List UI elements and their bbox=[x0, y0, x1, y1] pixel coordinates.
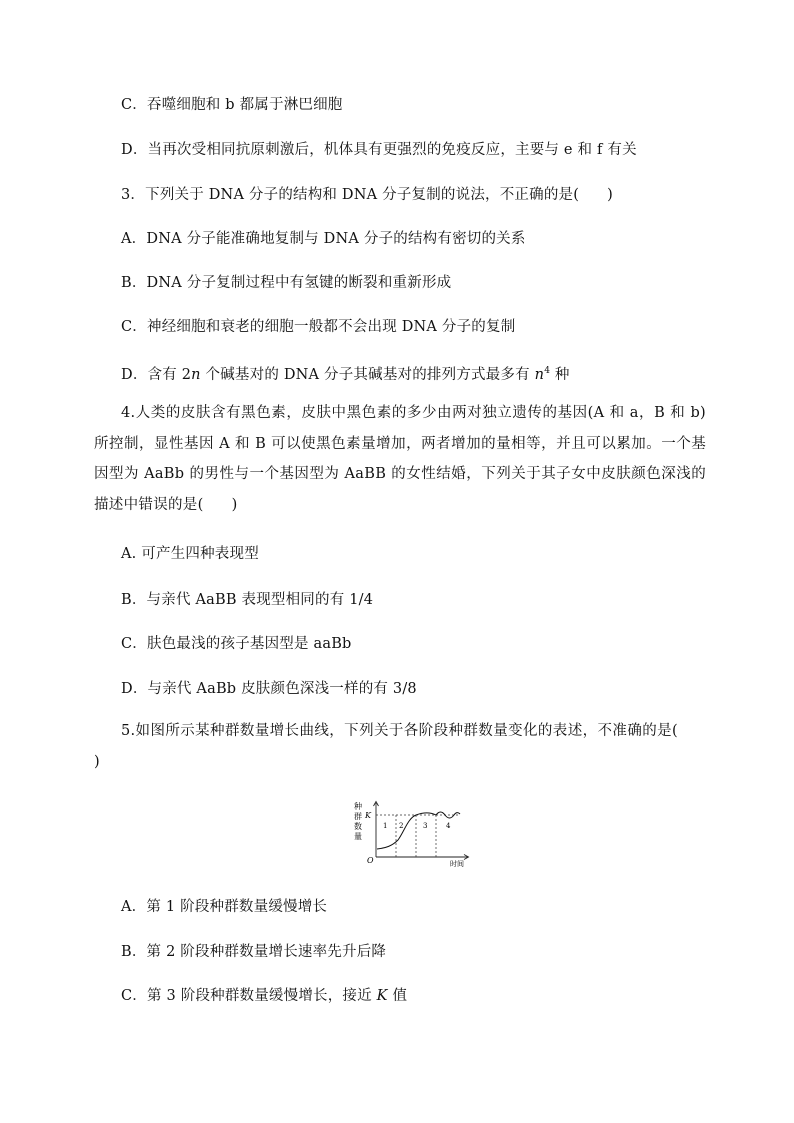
q4-option-d: D．与亲代 AaBb 皮肤颜色深浅一样的有 3/8 bbox=[121, 681, 417, 697]
q5-option-b: B．第 2 阶段种群数量增长速率先升后降 bbox=[121, 944, 387, 960]
q4-stem bbox=[94, 398, 706, 520]
q5c-part2: 值 bbox=[387, 988, 408, 1004]
y-axis-label bbox=[354, 801, 362, 841]
q2-option-c: C．吞噬细胞和 b 都属于淋巴细胞 bbox=[121, 97, 343, 113]
x-axis-label: 时间 bbox=[450, 860, 464, 868]
q3d-part2: 个碱基对的 DNA 分子其碱基对的排列方式最多有 bbox=[200, 366, 535, 383]
q3d-exponent: 4 bbox=[544, 366, 551, 376]
stage-label-3: 3 bbox=[423, 822, 428, 830]
q3-option-b: B．DNA 分子复制过程中有氢键的断裂和重新形成 bbox=[121, 275, 452, 291]
origin-label: O bbox=[367, 856, 374, 865]
stage-label-2: 2 bbox=[399, 822, 404, 830]
growth-curve bbox=[377, 812, 460, 849]
ylabel-char-1: 种 bbox=[354, 802, 362, 811]
q4-stem-text: 4.人类的皮肤含有黑色素，皮肤中黑色素的多少由两对独立遗传的基因(A 和 a，B 和 b)所控制，显性基因 A 和 B 可以使黑色素量增加，两者增加的量相等，并且可以累加。一个基因型为 AaBb 的男性与一个基因型为 AaBB 的女性结婚，下列关于其子女中皮肤颜色深浅的描述中错误的是( bbox=[94, 405, 706, 513]
q4-stem-close: ) bbox=[231, 496, 238, 513]
ylabel-char-4: 量 bbox=[354, 832, 362, 841]
q4-option-a: A. 可产生四种表现型 bbox=[121, 546, 259, 562]
stage-label-4: 4 bbox=[446, 822, 451, 830]
q4-option-c: C．肤色最浅的孩子基因型是 aaBb bbox=[121, 636, 352, 652]
q3d-part3: 种 bbox=[550, 366, 570, 383]
q3-stem bbox=[121, 185, 613, 205]
q3d-part1: D．含有 2 bbox=[121, 366, 192, 383]
q5-option-c bbox=[121, 986, 407, 1006]
q5c-var-k: K bbox=[376, 988, 388, 1004]
q3-option-d bbox=[121, 361, 570, 385]
population-growth-figure bbox=[350, 800, 474, 868]
q5c-part1: C．第 3 阶段种群数量缓慢增长，接近 bbox=[121, 988, 377, 1004]
q5-stem-text: 5.如图所示某种群数量增长曲线，下列关于各阶段种群数量变化的表述，不准确的是( bbox=[121, 723, 678, 739]
q4-option-b: B．与亲代 AaBB 表现型相同的有 1/4 bbox=[121, 592, 374, 608]
q5-stem bbox=[94, 716, 706, 777]
q3-option-a: A．DNA 分子能准确地复制与 DNA 分子的结构有密切的关系 bbox=[121, 231, 526, 247]
ylabel-char-3: 数 bbox=[354, 822, 362, 831]
k-label: K bbox=[365, 811, 371, 820]
q3-stem-text: 3．下列关于 DNA 分子的结构和 DNA 分子复制的说法，不正确的是( bbox=[121, 187, 580, 203]
q5-option-a: A．第 1 阶段种群数量缓慢增长 bbox=[121, 899, 328, 915]
ylabel-char-2: 群 bbox=[354, 812, 362, 821]
q3-option-c: C．神经细胞和衰老的细胞一般都不会出现 DNA 分子的复制 bbox=[121, 319, 516, 335]
q3-stem-close: ) bbox=[607, 187, 613, 203]
stage-label-1: 1 bbox=[383, 822, 388, 830]
q2-option-d: D．当再次受相同抗原刺激后，机体具有更强烈的免疫反应，主要与 e 和 f 有关 bbox=[121, 142, 637, 158]
q3d-var-n: n bbox=[191, 366, 201, 383]
q5-stem-close: ) bbox=[94, 753, 100, 770]
q3d-var-n2: n bbox=[534, 366, 545, 383]
